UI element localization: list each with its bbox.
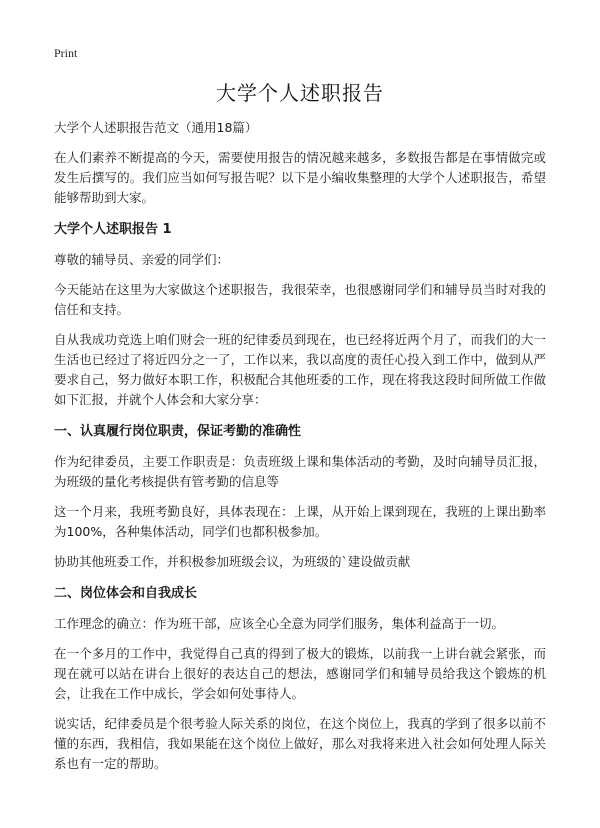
section-title: 大学个人述职报告 1 [54,222,172,237]
body-paragraph: 自从我成功竞选上咱们财会一班的纪律委员到现在，也已经将近两个月了，而我们的大一生活也已经过了将近四分之一了，工作以来，我以高度的责任心投入到工作中，做到从严要求自己，努力做好本职工作，积极配合其他班委的工作，现在将我这段时间所做工作做如下汇报，并就个人体会和大家分享： [54,332,546,407]
body-paragraph: 协助其他班委工作，并积极参加班级会议，为班级的`建设做贡献 [54,554,411,569]
body-paragraph: 说实话，纪律委员是个很考验人际关系的岗位，在这个岗位上，我真的学到了很多以前不懂的东西，我相信，我如果能在这个岗位上做好，那么对我将来进入社会如何处理人际关系也有一定的帮助。 [54,716,546,771]
document-title: 大学个人述职报告 [216,81,384,105]
greeting-paragraph: 尊敬的辅导员、亲爱的同学们： [54,252,230,267]
heading-duties: 一、认真履行岗位职责，保证考勤的准确性 [54,424,302,439]
body-paragraph: 这一个月来，我班考勤良好，具体表现在：上课，从开始上课到现在，我班的上课出勤率为100%，各种集体活动，同学们也都积极参加。 [54,504,546,539]
body-paragraph: 作为纪律委员，主要工作职责是：负责班级上课和集体活动的考勤，及时向辅导员汇报，为班级的量化考核提供有管考勤的信息等 [54,454,546,489]
body-paragraph: 在一个多月的工作中，我觉得自己真的得到了极大的锻炼，以前我一上讲台就会紧张，而现在就可以站在讲台上很好的表达自己的想法，感谢同学们和辅导员给我这个锻炼的机会，让我在工作中成长，学会如何处事待人。 [54,646,546,701]
body-paragraph: 工作理念的确立：作为班干部，应该全心全意为同学们服务，集体利益高于一切。 [54,616,505,631]
body-paragraph: 今天能站在这里为大家做这个述职报告，我很荣幸，也很感谢同学们和辅导员当时对我的信任和支持。 [54,282,546,317]
heading-growth: 二、岗位体会和自我成长 [54,586,198,601]
print-label: Print [54,46,78,60]
document-subtitle: 大学个人述职报告范文（通用18篇） [54,120,258,135]
intro-paragraph: 在人们素养不断提高的今天，需要使用报告的情况越来越多，多数报告都是在事情做完或发生后撰写的。我们应当如何写报告呢？以下是小编收集整理的大学个人述职报告，希望能够帮助到大家。 [54,150,546,205]
